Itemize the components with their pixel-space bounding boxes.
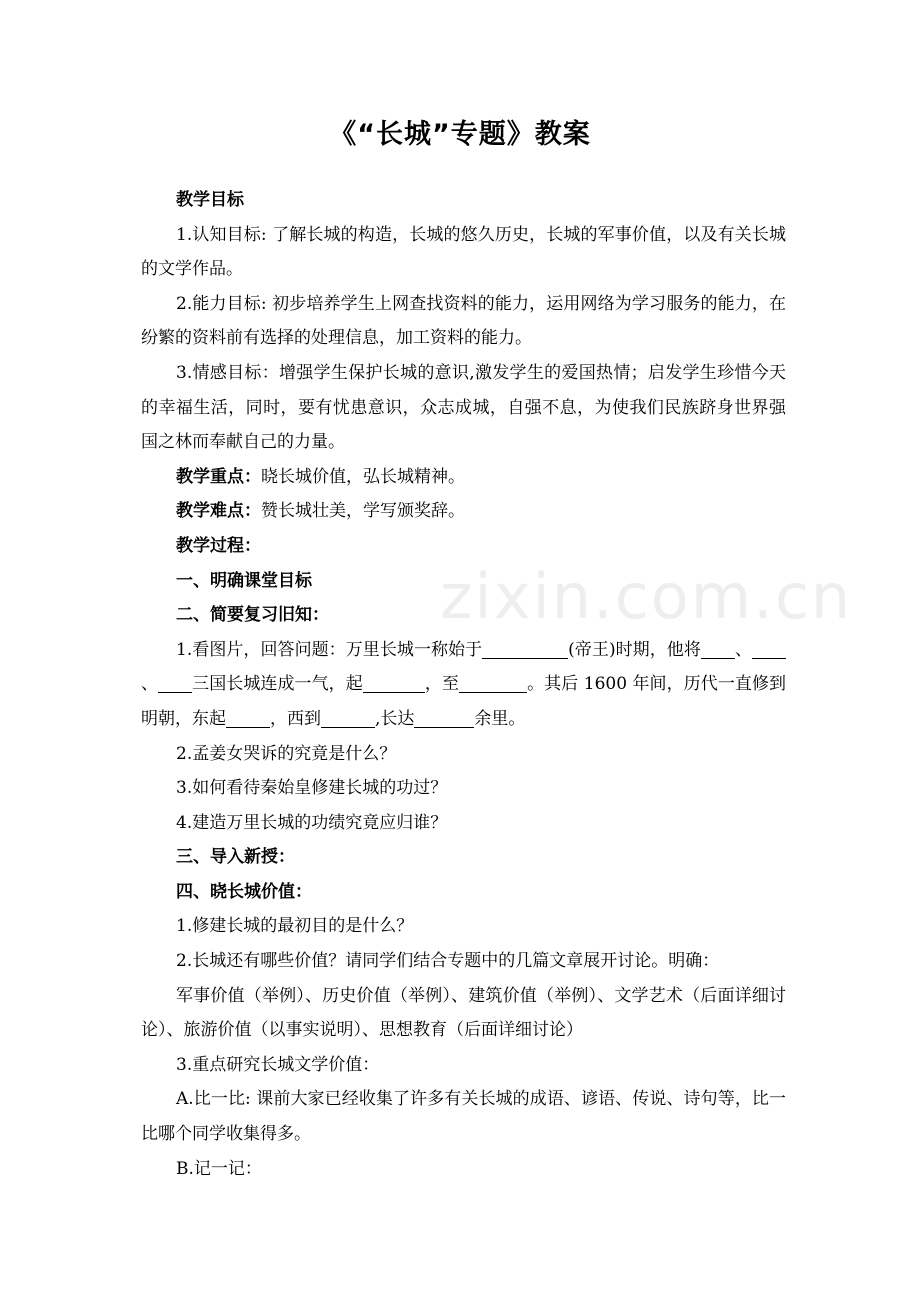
teaching-difficulty (141, 494, 786, 529)
q1-text-g: 。其后 1600 年间，历代一直修到明朝，东起 (141, 674, 787, 729)
value-item-a: A.比一比: 课前大家已经收集了许多有关长城的成语、谚语、传说、诗句等，比一比哪个同学收集得多。 (141, 1089, 786, 1145)
fill-blank (321, 707, 375, 728)
key-label: 教学重点： (176, 466, 261, 487)
section-2: 二、简要复习旧知： (176, 605, 329, 626)
fill-blank (414, 707, 474, 728)
fill-blank (701, 638, 735, 659)
review-question-4: 4.建造万里长城的功绩究竟应归谁？ (176, 812, 448, 833)
fill-blank (158, 672, 192, 693)
q1-text-j: 余里。 (474, 708, 526, 729)
document-body (141, 183, 786, 1186)
q1-text-i: ,长达 (375, 708, 415, 729)
goal-cognitive: 1.认知目标: 了解长城的构造，长城的悠久历史，长城的军事价值，以及有关长城的文学作品。 (141, 224, 786, 280)
goal-emotional: 3.情感目标：增强学生保护长城的意识,激发学生的爱国热情；启发学生珍惜今天的幸福生活，同时，要有忧患意识，众志成城，自强不息，为使我们民族跻身世界强国之林而奉献自己的力量。 (141, 362, 786, 453)
goal-ability: 2.能力目标: 初步培养学生上网查找资料的能力，运用网络为学习服务的能力，在纷繁的资料前有选择的处理信息，加工资料的能力。 (141, 293, 786, 349)
value-question-1: 1.修建长城的最初目的是什么？ (176, 916, 414, 937)
q1-text-b: (帝王)时期，他将 (568, 639, 701, 660)
section-1: 一、明确课堂目标 (176, 570, 312, 591)
teaching-key-point (141, 460, 786, 495)
value-question-2: 2.长城还有哪些价值？请同学们结合专题中的几篇文章展开讨论。明确： (176, 951, 720, 972)
fill-blank (363, 672, 425, 693)
document-title: 《“长城”专题》教案 (329, 119, 591, 150)
difficulty-label: 教学难点： (176, 501, 261, 522)
review-question-3: 3.如何看待秦始皇修建长城的功过？ (176, 778, 448, 799)
q1-text-h: ，西到 (270, 708, 321, 729)
q1-text-a: 1.看图片，回答问题：万里长城一称始于 (176, 639, 483, 660)
review-question-2: 2.孟姜女哭诉的究竟是什么？ (176, 743, 397, 764)
value-answer-2: 军事价值（举例）、历史价值（举例）、建筑价值（举例）、文学艺术（后面详细讨论）、旅游价值（以事实说明）、思想教育（后面详细讨论） (141, 985, 786, 1041)
fill-blank (482, 638, 568, 659)
heading-process: 教学过程： (176, 535, 261, 556)
difficulty-text: 赞长城壮美，学写颁奖辞。 (261, 501, 465, 522)
q1-text-c: 、 (734, 639, 752, 660)
section-3: 三、导入新授： (176, 847, 295, 868)
section-4: 四、晓长城价值： (176, 881, 312, 902)
heading-teaching-goals: 教学目标 (176, 190, 244, 210)
fill-blank (752, 638, 786, 659)
q1-text-f: ，至 (424, 674, 460, 695)
review-question-1 (141, 633, 786, 737)
fill-blank (459, 672, 527, 693)
value-question-3: 3.重点研究长城文学价值： (176, 1054, 380, 1075)
value-item-b: B.记一记： (176, 1158, 262, 1179)
watermark: zixin.com.cn (440, 560, 853, 633)
q1-text-d: 、 (141, 674, 159, 695)
fill-blank (226, 707, 270, 728)
key-text: 晓长城价值，弘长城精神。 (261, 466, 465, 487)
q1-text-e: 三国长城连成一气，起 (192, 674, 363, 695)
